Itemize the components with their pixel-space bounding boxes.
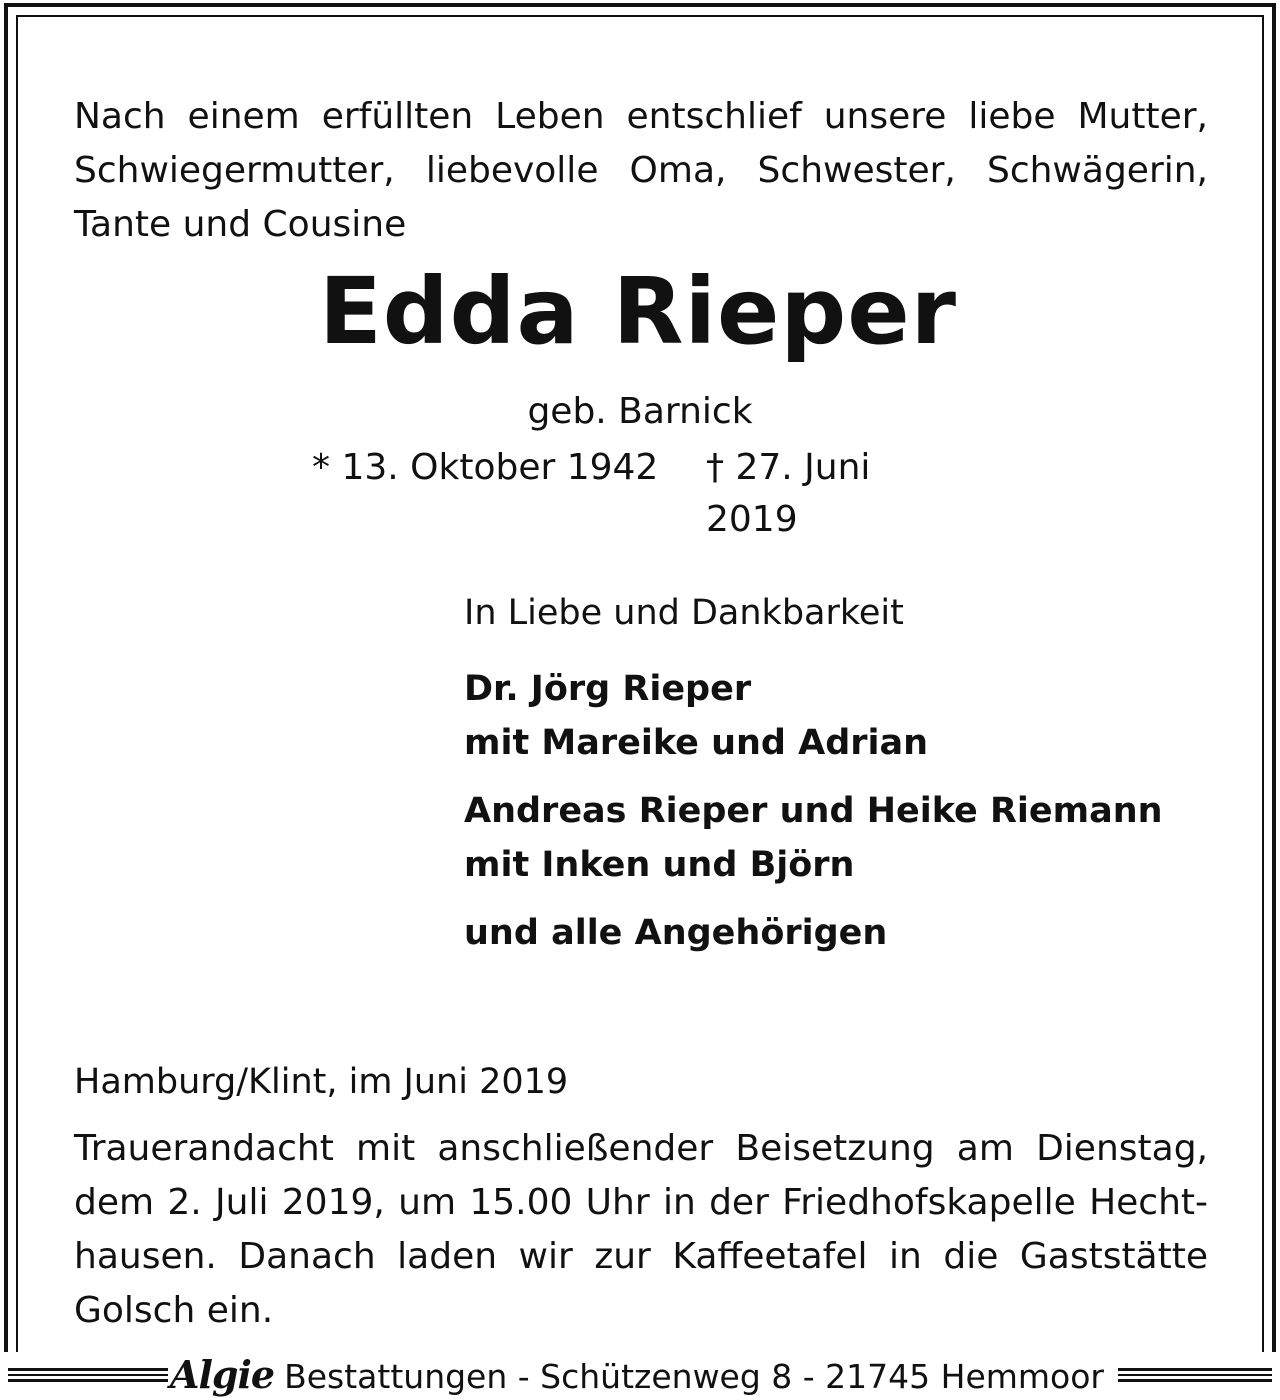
place-date: Hamburg/Klint, im Juni 2019 (74, 1062, 569, 1102)
service-line-2: dem 2. Juli 2019, um 15.00 Uhr in der Friedhofskapelle Hecht- (74, 1182, 1208, 1223)
intro-line-1: Nach einem erfüllten Leben entschlief unsere liebe Mutter, (74, 96, 1208, 137)
intro-line-3: Tante und Cousine (74, 204, 407, 245)
spacer (464, 770, 1244, 784)
funeral-home-footer (0, 1352, 1280, 1398)
birth-date: * 13. Oktober 1942 (312, 447, 659, 488)
service-paragraph (74, 1122, 1208, 1338)
mourner-group-3: und alle Angehörigen (464, 913, 888, 953)
footer-rule-left (8, 1368, 168, 1382)
deceased-name: Edda Rieper (318, 258, 958, 365)
mourner-group-1-line-1: Dr. Jörg Rieper (464, 669, 752, 709)
funeral-home-address: Bestattungen - Schützenweg 8 - 21745 Hemmoor (284, 1357, 1105, 1396)
intro-line-2: Schwiegermutter, liebevolle Oma, Schwester, Schwägerin, (74, 150, 1208, 191)
maiden-name: geb. Barnick (527, 391, 753, 432)
death-date: † 27. Juni 2019 (706, 447, 871, 540)
footer-rule-right (1118, 1368, 1272, 1382)
mourners-block (464, 586, 1244, 960)
footer-text-block (170, 1352, 1114, 1398)
service-line-4: Golsch ein. (74, 1290, 274, 1331)
spacer (464, 892, 1244, 906)
life-dates (312, 442, 972, 540)
mourners-intro: In Liebe und Dankbarkeit (464, 593, 904, 633)
mourner-group-1-line-2: mit Mareike und Adrian (464, 723, 929, 763)
service-line-3: hausen. Danach laden wir zur Kaffeetafel in die Gaststätte (74, 1236, 1208, 1277)
mourner-group-2-line-2: mit Inken und Björn (464, 845, 855, 885)
funeral-home-logo: Algie (170, 1352, 275, 1397)
mourner-group-2-line-1: Andreas Rieper und Heike Riemann (464, 791, 1163, 831)
service-line-1: Trauerandacht mit anschließender Beisetzung am Dienstag, (74, 1128, 1208, 1169)
intro-paragraph (74, 90, 1208, 252)
